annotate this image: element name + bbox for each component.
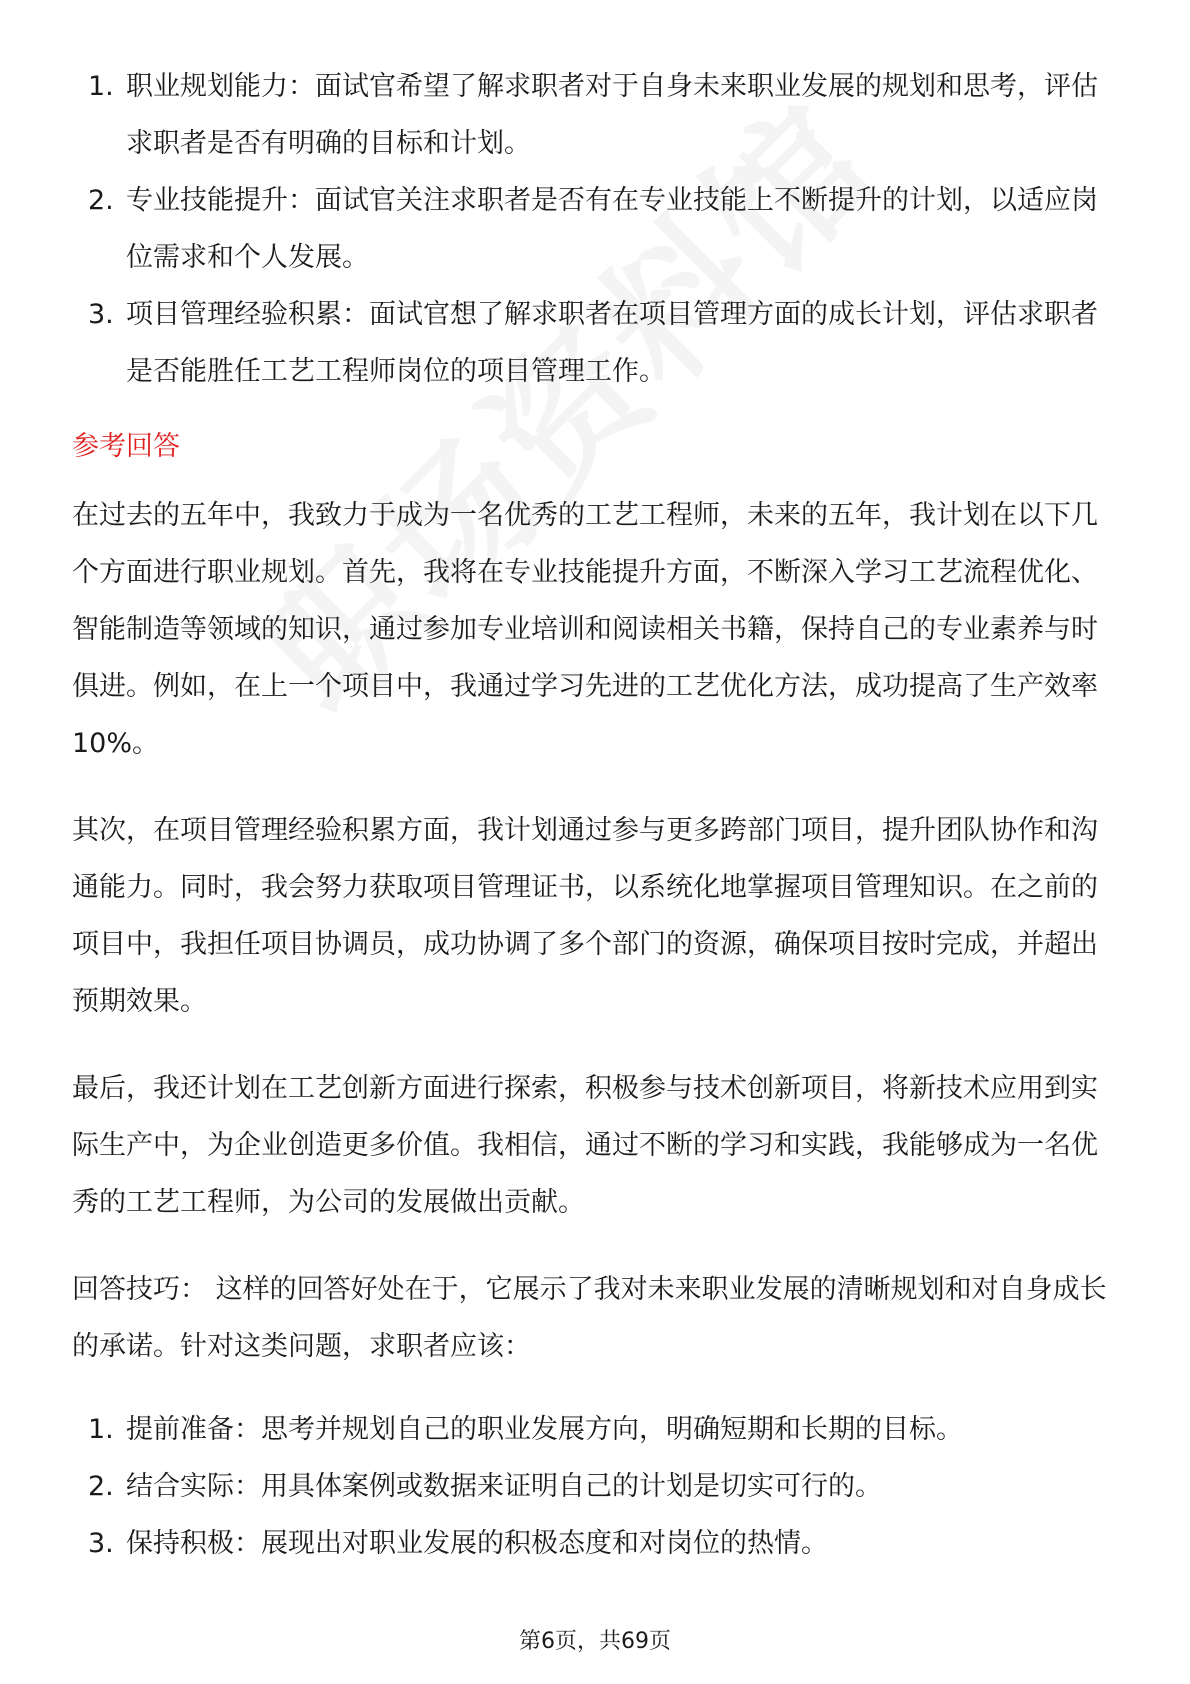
list-number: 2.	[88, 1471, 114, 1502]
reference-answer-heading: 参考回答	[72, 431, 180, 462]
answer-paragraph: 在过去的五年中，我致力于成为一名优秀的工艺工程师，未来的五年，我计划在以下几个方面进行职业规划。首先，我将在专业技能提升方面，不断深入学习工艺流程优化、智能制造等领域的知识，通过参加专业培训和阅读相关书籍，保持自己的专业素养与时俱进。例如，在上一个项目中，我通过学习先进的工艺优化方法，成功提高了生产效率10%。	[72, 500, 1098, 759]
list-text: 职业规划能力：面试官希望了解求职者对于自身未来职业发展的规划和思考，评估求职者是否有明确的目标和计划。	[126, 71, 1098, 159]
answer-tips-paragraph: 回答技巧： 这样的回答好处在于，它展示了我对未来职业发展的清晰规划和对自身成长的承诺。针对这类问题，求职者应该：	[72, 1274, 1107, 1362]
page-footer: 第6页，共69页	[519, 1629, 671, 1654]
list-item	[72, 286, 1124, 400]
list-text: 专业技能提升：面试官关注求职者是否有在专业技能上不断提升的计划，以适应岗位需求和个人发展。	[126, 185, 1098, 273]
list-item	[72, 1515, 1124, 1572]
list-number: 3.	[88, 1528, 114, 1559]
list-text: 项目管理经验积累：面试官想了解求职者在项目管理方面的成长计划，评估求职者是否能胜任工艺工程师岗位的项目管理工作。	[126, 299, 1098, 387]
list-number: 2.	[88, 185, 114, 216]
answer-paragraph: 其次，在项目管理经验积累方面，我计划通过参与更多跨部门项目，提升团队协作和沟通能力。同时，我会努力获取项目管理证书，以系统化地掌握项目管理知识。在之前的项目中，我担任项目协调员，成功协调了多个部门的资源，确保项目按时完成，并超出预期效果。	[72, 815, 1098, 1017]
interview-intent-list	[72, 58, 1124, 400]
list-item	[72, 58, 1124, 172]
answer-paragraph: 最后，我还计划在工艺创新方面进行探索，积极参与技术创新项目，将新技术应用到实际生产中，为企业创造更多价值。我相信，通过不断的学习和实践，我能够成为一名优秀的工艺工程师，为公司的发展做出贡献。	[72, 1073, 1098, 1218]
list-number: 1.	[88, 1414, 114, 1445]
list-text: 保持积极：展现出对职业发展的积极态度和对岗位的热情。	[126, 1528, 828, 1559]
list-number: 3.	[88, 299, 114, 330]
answer-tips-list	[72, 1401, 1124, 1572]
list-number: 1.	[88, 71, 114, 102]
list-text: 提前准备：思考并规划自己的职业发展方向，明确短期和长期的目标。	[126, 1414, 963, 1445]
list-item	[72, 1458, 1124, 1515]
list-text: 结合实际：用具体案例或数据来证明自己的计划是切实可行的。	[126, 1471, 882, 1502]
document-body	[72, 58, 1124, 1572]
list-item	[72, 172, 1124, 286]
list-item	[72, 1401, 1124, 1458]
